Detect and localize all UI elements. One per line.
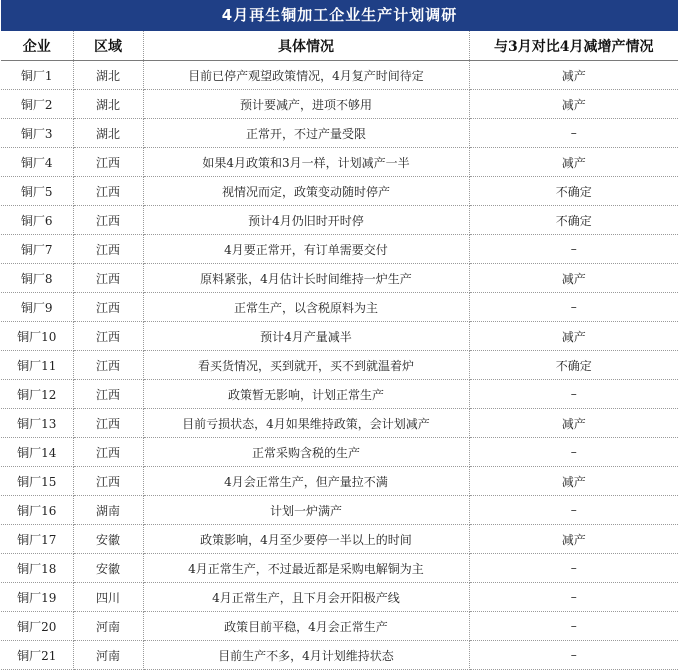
cell-detail: 预计要减产，进项不够用 — [143, 90, 469, 119]
cell-detail: 原料紧张，4月估计长时间维持一炉生产 — [143, 264, 469, 293]
cell-change: – — [469, 583, 678, 612]
cell-region: 湖北 — [73, 61, 143, 90]
cell-company: 铜厂20 — [1, 612, 73, 641]
cell-change: 减产 — [469, 90, 678, 119]
cell-detail: 4月正常生产，不过最近都是采购电解铜为主 — [143, 554, 469, 583]
table-row — [1, 206, 678, 235]
table-row — [1, 612, 678, 641]
cell-company: 铜厂19 — [1, 583, 73, 612]
cell-change: – — [469, 554, 678, 583]
cell-region: 江西 — [73, 409, 143, 438]
cell-company: 铜厂2 — [1, 90, 73, 119]
cell-region: 河南 — [73, 612, 143, 641]
table-row — [1, 554, 678, 583]
table-row — [1, 351, 678, 380]
cell-region: 江西 — [73, 293, 143, 322]
cell-detail: 视情况而定，政策变动随时停产 — [143, 177, 469, 206]
table-row — [1, 61, 678, 90]
cell-company: 铜厂5 — [1, 177, 73, 206]
cell-detail: 看买货情况，买到就开，买不到就温着炉 — [143, 351, 469, 380]
cell-change: 减产 — [469, 322, 678, 351]
cell-company: 铜厂12 — [1, 380, 73, 409]
cell-detail: 政策影响，4月至少要停一半以上的时间 — [143, 525, 469, 554]
cell-detail: 目前已停产观望政策情况，4月复产时间待定 — [143, 61, 469, 90]
cell-detail: 正常开，不过产量受限 — [143, 119, 469, 148]
cell-region: 湖北 — [73, 119, 143, 148]
cell-region: 湖南 — [73, 496, 143, 525]
cell-company: 铜厂21 — [1, 641, 73, 670]
cell-detail: 4月要正常开，有订单需要交付 — [143, 235, 469, 264]
cell-change: – — [469, 438, 678, 467]
cell-region: 江西 — [73, 264, 143, 293]
table-body — [1, 61, 678, 670]
cell-change: 不确定 — [469, 206, 678, 235]
cell-region: 安徽 — [73, 525, 143, 554]
cell-region: 江西 — [73, 235, 143, 264]
cell-detail: 正常生产，以含税原料为主 — [143, 293, 469, 322]
header-change: 与3月对比4月减增产情况 — [469, 31, 678, 61]
cell-company: 铜厂1 — [1, 61, 73, 90]
table-row — [1, 90, 678, 119]
cell-change: 减产 — [469, 409, 678, 438]
cell-change: – — [469, 380, 678, 409]
cell-detail: 4月正常生产，且下月会开阳极产线 — [143, 583, 469, 612]
header-region: 区域 — [73, 31, 143, 61]
cell-detail: 政策目前平稳，4月会正常生产 — [143, 612, 469, 641]
header-company: 企业 — [1, 31, 73, 61]
table-row — [1, 438, 678, 467]
cell-change: – — [469, 641, 678, 670]
table-row — [1, 119, 678, 148]
table-row — [1, 148, 678, 177]
cell-company: 铜厂3 — [1, 119, 73, 148]
cell-region: 湖北 — [73, 90, 143, 119]
cell-region: 江西 — [73, 467, 143, 496]
header-detail: 具体情况 — [143, 31, 469, 61]
cell-change: 减产 — [469, 148, 678, 177]
cell-company: 铜厂11 — [1, 351, 73, 380]
cell-region: 江西 — [73, 322, 143, 351]
cell-region: 河南 — [73, 641, 143, 670]
cell-region: 江西 — [73, 351, 143, 380]
header-row — [1, 31, 678, 61]
cell-detail: 正常采购含税的生产 — [143, 438, 469, 467]
cell-company: 铜厂14 — [1, 438, 73, 467]
cell-company: 铜厂9 — [1, 293, 73, 322]
table-title: 4月再生铜加工企业生产计划调研 — [1, 0, 678, 31]
table-row — [1, 235, 678, 264]
cell-detail: 目前亏损状态，4月如果维持政策，会计划减产 — [143, 409, 469, 438]
cell-detail: 政策暂无影响，计划正常生产 — [143, 380, 469, 409]
cell-detail: 如果4月政策和3月一样，计划减产一半 — [143, 148, 469, 177]
cell-company: 铜厂7 — [1, 235, 73, 264]
cell-change: 减产 — [469, 467, 678, 496]
cell-detail: 预计4月仍旧时开时停 — [143, 206, 469, 235]
cell-region: 江西 — [73, 380, 143, 409]
cell-region: 江西 — [73, 438, 143, 467]
survey-table — [1, 31, 678, 670]
cell-change: 减产 — [469, 264, 678, 293]
cell-change: – — [469, 235, 678, 264]
cell-detail: 预计4月产量减半 — [143, 322, 469, 351]
cell-company: 铜厂6 — [1, 206, 73, 235]
cell-detail: 4月会正常生产，但产量拉不满 — [143, 467, 469, 496]
cell-region: 江西 — [73, 148, 143, 177]
table-row — [1, 409, 678, 438]
cell-company: 铜厂10 — [1, 322, 73, 351]
cell-change: 不确定 — [469, 177, 678, 206]
table-row — [1, 467, 678, 496]
cell-change: – — [469, 612, 678, 641]
cell-region: 安徽 — [73, 554, 143, 583]
cell-region: 江西 — [73, 206, 143, 235]
cell-company: 铜厂8 — [1, 264, 73, 293]
cell-company: 铜厂4 — [1, 148, 73, 177]
cell-company: 铜厂18 — [1, 554, 73, 583]
table-row — [1, 583, 678, 612]
cell-change: 减产 — [469, 525, 678, 554]
table-row — [1, 525, 678, 554]
cell-change: – — [469, 119, 678, 148]
table-row — [1, 322, 678, 351]
cell-region: 江西 — [73, 177, 143, 206]
cell-company: 铜厂17 — [1, 525, 73, 554]
cell-detail: 计划一炉满产 — [143, 496, 469, 525]
cell-change: – — [469, 496, 678, 525]
cell-company: 铜厂15 — [1, 467, 73, 496]
table-row — [1, 177, 678, 206]
cell-company: 铜厂13 — [1, 409, 73, 438]
table-row — [1, 496, 678, 525]
table-row — [1, 641, 678, 670]
survey-table-container — [1, 0, 678, 670]
cell-change: 不确定 — [469, 351, 678, 380]
table-row — [1, 293, 678, 322]
table-row — [1, 380, 678, 409]
cell-region: 四川 — [73, 583, 143, 612]
table-row — [1, 264, 678, 293]
cell-change: – — [469, 293, 678, 322]
cell-company: 铜厂16 — [1, 496, 73, 525]
cell-detail: 目前生产不多，4月计划维持状态 — [143, 641, 469, 670]
cell-change: 减产 — [469, 61, 678, 90]
